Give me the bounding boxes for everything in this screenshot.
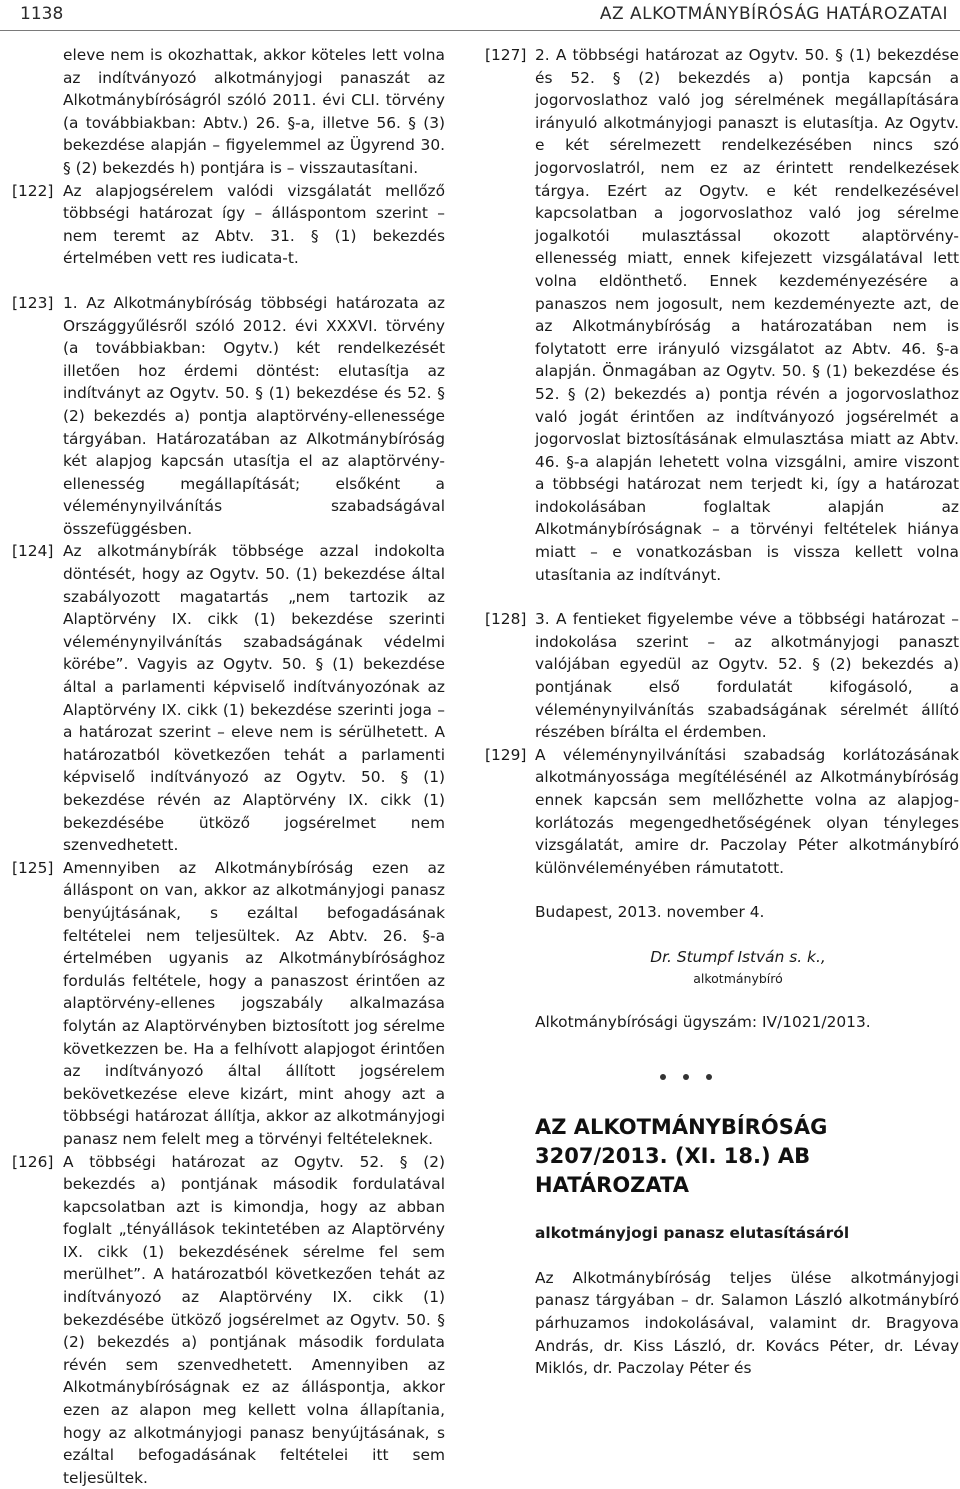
paragraph-number: [127] <box>485 44 526 67</box>
paragraph-continuation: eleve nem is okozhattak, akkor köteles lett volna az indítványozó alkotmányjogi panaszát az Alkotmánybíróságról szóló 2011. évi CLI. törvény (a továbbiakban: Abtv.) 26. §-a, illetve 56. § (3) bekezdése alapján – figyelemmel az Ügyrend 30. § (2) bekezdés h) pontjára is – visszautasítani. <box>12 44 445 180</box>
signature-title: alkotmánybíró <box>585 969 891 989</box>
paragraph-128 <box>485 608 959 744</box>
decision-subject: alkotmányjogi panasz elutasításáról <box>485 1222 959 1245</box>
paragraph-text: Amennyiben az Alkotmánybíróság ezen az álláspont on van, akkor az alkotmányjogi panasz benyújtásának, s ezáltal befogadásának feltételei nem teljesültek. Az Abtv. 26. §-a értelmében ugyanis az Alkotmánybírósághoz fordulás feltétele, hogy a panaszost érintően az alaptörvény-ellenes jogszabály alkalmazása folytán az Alaptörvényben biztosított jog sérelme következzen be. Ha a felhívott alapjogot érintően az indítványozó által állított jogsérelem bekövetkezése eleve kizárt, mint ahogy azt a többségi határozat állítja, akkor az alkotmányjogi panasz nem felelt meg a törvényi feltételeknek. <box>63 859 445 1148</box>
paragraph-number: [124] <box>12 540 53 563</box>
page-header <box>0 0 960 31</box>
paragraph-number: [122] <box>12 180 53 203</box>
paragraph-text: A többségi határozat az Ogytv. 52. § (2) bekezdés a) pontjának második fordulatával kapcsolatban azt is kimondja, hogy az abban foglalt „tényállások tekintetében az Alaptörvény IX. cikk (1) bekezdésének sérelme fel sem merülhet”. A határozatból következően tehát az indítványozó az Alaptörvény IX. cikk (1) bekezdésébe ütköző jogsérelmet az Ogytv. 50. § (2) bekezdés a) pontjának második fordulata révén sem szenvedhetett. Amennyiben az Alkotmánybíróságnak ez az álláspontja, akkor ezen az alapon meg kellett volna állapítania, hogy az alkotmányjogi panasz benyújtásának, s ezáltal befogadásának feltételei itt sem teljesültek. <box>63 1153 445 1487</box>
decision-intro: Az Alkotmánybíróság teljes ülése alkotmányjogi panasz tárgyában – dr. Salamon László alkotmánybíró párhuzamos indokolásával, valamint dr. Bragyova András, dr. Kiss László, dr. Kovács Péter, dr. Lévay Miklós, dr. Paczolay Péter és <box>485 1267 959 1380</box>
paragraph-127 <box>485 44 959 586</box>
paragraph-number: [128] <box>485 608 526 631</box>
paragraph-number: [126] <box>12 1151 53 1174</box>
signature-name: Dr. Stumpf István s. k., <box>585 946 891 969</box>
decision-title-line-2: 3207/2013. (XI. 18.) AB HATÁROZATA <box>485 1142 959 1200</box>
paragraph-124 <box>12 540 445 856</box>
separator-dot <box>706 1074 712 1080</box>
paragraph-number: [125] <box>12 857 53 880</box>
paragraph-text: 3. A fentieket figyelembe véve a többségi határozat – indokolása szerint – az alkotmányjogi panaszt valójában egyedül az Ogytv. 52. § (2) bekezdés a) pontjának első fordulatát kifogásoló, a véleménynyilvánítás szabadságának sérelmét állító részében bírálta el érdemben. <box>535 610 959 741</box>
paragraph-126 <box>12 1151 445 1489</box>
paragraph-text: A véleménynyilvánítási szabadság korlátozásának alkotmányossága megítélésénél az Alkotmánybíróság ennek kapcsán sem mellőzhette volna az alapjog-korlátozás megengedhetőségének olyan tényleges vizsgálatát, amire dr. Paczolay Péter alkotmánybíró különvéleményében rámutatott. <box>535 746 959 877</box>
right-column <box>485 44 959 1380</box>
paragraph-122 <box>12 180 445 270</box>
decision-title-line-1: AZ ALKOTMÁNYBÍRÓSÁG <box>485 1113 959 1142</box>
paragraph-text: Az alkotmánybírák többsége azzal indokolta döntését, hogy az Ogytv. 50. (1) bekezdése által szabályozott magatartás „nem tartozik az Alaptörvény IX. cikk (1) bekezdése szerinti véleménynyilvánítás szabadságának védelmi körébe”. Vagyis az Ogytv. 50. § (1) bekezdése által a parlamenti képviselő indítványozónak az Alaptörvény IX. cikk (1) bekezdése szerinti joga – a határozat szerint – eleve nem is sérülhetett. A határozatból következően tehát a parlamenti képviselő indítványozó az Ogytv. 50. § (1) bekezdése révén az Alaptörvény IX. cikk (1) bekezdésébe ütköző jogsérelmet nem szenvedhetett. <box>63 542 445 854</box>
paragraph-text: 1. Az Alkotmánybíróság többségi határozata az Országgyűlésről szóló 2012. évi XXXVI. törvény (a továbbiakban: Ogytv.) két rendelkezését illetően hoz érdemi döntést: elutasítja az indítványt az Ogytv. 50. § (1) bekezdése és 52. § (2) bekezdés a) pontja alaptörvény-ellenessége tárgyában. Határozatában az Alkotmánybíróság két alapjog kapcsán utasítja el az alaptörvény-ellenesség megállapítását; elsőként a véleménynyilvánítás szabadságával összefüggésben. <box>63 294 445 538</box>
separator-dot <box>683 1074 689 1080</box>
signature-block <box>585 946 891 989</box>
paragraph-number: [129] <box>485 744 526 767</box>
paragraph-125 <box>12 857 445 1151</box>
page-number: 1138 <box>20 4 63 24</box>
running-title: AZ ALKOTMÁNYBÍRÓSÁG HATÁROZATAI <box>600 4 948 24</box>
paragraph-text: 2. A többségi határozat az Ogytv. 50. § (1) bekezdése és 52. § (2) bekezdés a) pontja kapcsán a jogorvoslathoz való jog sérelmének megállapítására irányuló alkotmányjogi panaszt is elutasítja. Az Ogytv. e két sérelmezett rendelkezésében nincs szó jogorvoslatról, nem ez az érintett rendelkezések tárgya. Ezért az Ogytv. e két rendelkezésével kapcsolatban a jogorvoslathoz való jog sérelme jogalkotói mulasztással okozott alaptörvény-ellenesség miatt, ennek kifejezett vizsgálatával lett volna eldönthető. Ennek kezdeményezésére a panaszos nem jogosult, nem kezdeményezte azt, de az Alkotmánybíróság a határozatában nem is folytatott erre irányuló vizsgálatot az Abtv. 46. §-a alapján. Önmagában az Ogytv. 50. § (1) bekezdése és 52. § (2) bekezdés a) pontja révén a jogorvoslathoz való jogát érintően az indítványozó jogsérelmét a jogorvoslat biztosításának elmulasztása miatt az Abtv. 46. §-a alapján lehetett volna vizsgálni, amire viszont a többségi határozat nem terjedt ki, így a határozat indokolásában foglaltak alapján az Alkotmánybíróságnak – a törvényi feltételek hiánya miatt – e vonatkozásban is vissza kellett volna utasítania az indítványt. <box>535 46 959 584</box>
case-number: Alkotmánybírósági ügyszám: IV/1021/2013. <box>485 1011 959 1034</box>
paragraph-text: Az alapjogsérelem valódi vizsgálatát mellőző többségi határozat így – álláspontom szerint – nem teremt az Abtv. 31. § (1) bekezdés értelmében vett res iudicata-t. <box>63 182 445 268</box>
paragraph-number: [123] <box>12 292 53 315</box>
separator-dot <box>660 1074 666 1080</box>
left-column <box>12 44 445 1489</box>
date-line: Budapest, 2013. november 4. <box>485 901 959 924</box>
section-separator <box>485 1065 959 1091</box>
paragraph-123 <box>12 292 445 541</box>
paragraph-129 <box>485 744 959 880</box>
